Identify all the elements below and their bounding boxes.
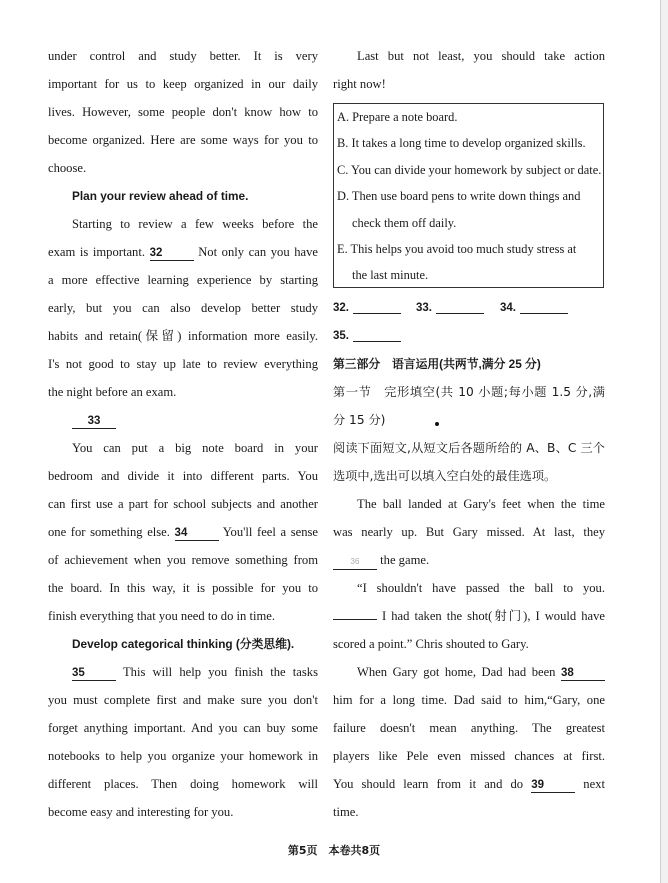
text-segment: was nearly up. But Gary missed. At last, they bbox=[333, 525, 605, 539]
text-line bbox=[333, 686, 605, 714]
fill-in-blank[interactable]: 38 bbox=[561, 666, 605, 681]
text-segment: different places. Then doing homework will bbox=[48, 777, 318, 791]
answer-label: 34. bbox=[500, 302, 516, 314]
text-line bbox=[48, 406, 318, 434]
answer-34 bbox=[500, 294, 568, 322]
option-line: check them off daily. bbox=[352, 215, 457, 230]
answer-label: 33. bbox=[416, 302, 432, 314]
stray-dot bbox=[435, 422, 439, 426]
option-line: B. It takes a long time to develop organized skills. bbox=[337, 136, 586, 151]
text-line bbox=[48, 658, 318, 686]
section-heading bbox=[48, 182, 318, 210]
text-segment: right now! bbox=[333, 77, 386, 91]
text-line bbox=[48, 210, 318, 238]
text-line bbox=[333, 350, 605, 378]
page-footer: 第5页 本卷共8页 bbox=[287, 844, 381, 857]
text-segment: next bbox=[575, 777, 605, 791]
text-segment: When Gary got home, Dad had been bbox=[357, 665, 561, 679]
text-segment: under control and study better. It is very bbox=[48, 49, 318, 63]
text-line bbox=[48, 322, 318, 350]
text-line bbox=[333, 42, 605, 70]
text-line bbox=[333, 490, 605, 518]
text-line bbox=[333, 406, 605, 434]
text-segment: Develop categorical thinking (分类思维). bbox=[72, 637, 295, 651]
text-segment: a more effective learning experience by starting bbox=[48, 273, 318, 287]
fill-in-blank[interactable]: 36 bbox=[333, 555, 377, 570]
answer-label: 35. bbox=[333, 330, 349, 342]
text-line bbox=[333, 518, 605, 546]
text-segment: 第一节 完形填空(共 10 小题;每小题 1.5 分,满 bbox=[333, 385, 605, 399]
text-line bbox=[48, 490, 318, 518]
text-segment: bedroom and divide it into different parts. You bbox=[48, 469, 318, 483]
text-segment: Last but not least, you should take action bbox=[357, 49, 605, 63]
text-segment: lives. However, some people don't know how to bbox=[48, 105, 318, 119]
text-segment: I had taken the shot(射门), I would have bbox=[377, 609, 605, 623]
fill-in-blank[interactable]: 32 bbox=[150, 246, 194, 261]
options-box bbox=[333, 103, 604, 288]
fill-in-blank[interactable]: 39 bbox=[531, 778, 575, 793]
text-line bbox=[48, 126, 318, 154]
text-line bbox=[48, 770, 318, 798]
text-line bbox=[333, 742, 605, 770]
text-segment: 第三部分 语言运用(共两节,满分 25 分) bbox=[333, 357, 541, 371]
text-line bbox=[48, 462, 318, 490]
text-line bbox=[48, 266, 318, 294]
text-line bbox=[333, 714, 605, 742]
text-line bbox=[333, 574, 605, 602]
fill-in-blank[interactable]: 33 bbox=[72, 414, 116, 429]
text-line bbox=[333, 602, 605, 630]
answer-blank[interactable] bbox=[520, 301, 568, 314]
answer-blank[interactable] bbox=[436, 301, 484, 314]
text-segment: 选项中,选出可以填入空白处的最佳选项。 bbox=[333, 469, 557, 483]
text-segment: I's not good to stay up late to review everything bbox=[48, 357, 318, 371]
text-segment: choose. bbox=[48, 161, 87, 175]
text-segment: forget anything important. And you can buy some bbox=[48, 721, 318, 735]
text-line bbox=[48, 798, 318, 826]
text-segment: failure doesn't mean anything. The greatest bbox=[333, 721, 605, 735]
text-segment: the board. In this way, it is possible for you to bbox=[48, 581, 318, 595]
text-line bbox=[48, 546, 318, 574]
option-line: E. This helps you avoid too much study stress at bbox=[337, 242, 577, 256]
text-segment: of achievement when you remove something from bbox=[48, 553, 318, 567]
text-line bbox=[48, 714, 318, 742]
text-line bbox=[48, 42, 318, 70]
text-segment: Plan your review ahead of time. bbox=[72, 189, 249, 203]
text-line bbox=[333, 798, 605, 826]
fill-in-blank[interactable]: 34 bbox=[175, 526, 219, 541]
text-segment: players like Pele even missed chances at first. bbox=[333, 749, 605, 763]
answer-blank[interactable] bbox=[353, 329, 401, 342]
text-segment: become easy and interesting for you. bbox=[48, 805, 234, 819]
text-segment: one for something else. bbox=[48, 525, 175, 539]
text-line bbox=[48, 434, 318, 462]
answer-32 bbox=[333, 294, 401, 322]
text-segment: 阅读下面短文,从短文后各题所给的 A、B、C 三个 bbox=[333, 441, 605, 455]
text-line bbox=[48, 70, 318, 98]
text-segment: habits and retain(保留) information more easily. bbox=[48, 329, 318, 343]
text-segment: Not only can you have bbox=[193, 245, 318, 259]
option-line: C. You can divide your homework by subject or date. bbox=[337, 162, 602, 177]
text-line bbox=[333, 462, 605, 490]
answer-35 bbox=[333, 322, 401, 350]
text-line bbox=[333, 630, 605, 658]
text-segment: 分 15 分) bbox=[333, 413, 386, 427]
option-line: A. Prepare a note board. bbox=[337, 110, 458, 124]
text-line bbox=[333, 378, 605, 406]
text-segment: become organized. Here are some ways for you to bbox=[48, 133, 318, 147]
text-line bbox=[333, 658, 605, 686]
text-segment: This will help you finish the tasks bbox=[116, 665, 318, 679]
text-segment: the game. bbox=[377, 553, 430, 567]
text-line bbox=[48, 238, 318, 266]
text-segment: can first use a part for school subjects and another bbox=[48, 497, 318, 511]
text-segment: scored a point.” Chris shouted to Gary. bbox=[333, 637, 529, 651]
text-line bbox=[48, 602, 318, 630]
option-line: D. Then use board pens to write down things and bbox=[337, 189, 581, 204]
text-line bbox=[48, 518, 318, 546]
text-line bbox=[333, 770, 605, 798]
text-segment: “I shouldn't have passed the ball to you. bbox=[357, 581, 605, 595]
text-segment: You should learn from it and do bbox=[333, 777, 532, 791]
text-line bbox=[48, 154, 318, 182]
fill-in-blank[interactable]: 35 bbox=[72, 666, 116, 681]
text-line bbox=[48, 350, 318, 378]
text-segment: time. bbox=[333, 805, 359, 819]
answer-blank[interactable] bbox=[353, 301, 401, 314]
text-line bbox=[48, 742, 318, 770]
option-line: the last minute. bbox=[352, 268, 429, 283]
text-line bbox=[48, 98, 318, 126]
text-line bbox=[48, 574, 318, 602]
text-line bbox=[48, 686, 318, 714]
text-segment: you must complete first and make sure you don't bbox=[48, 693, 318, 707]
text-segment: important for us to keep organized in our daily bbox=[48, 77, 318, 91]
text-segment: the night before an exam. bbox=[48, 385, 177, 399]
fill-in-blank[interactable] bbox=[333, 619, 377, 620]
answer-33 bbox=[416, 294, 484, 322]
text-line bbox=[48, 294, 318, 322]
section-heading bbox=[48, 630, 318, 658]
scrollbar-strip bbox=[660, 0, 668, 883]
text-segment: You can put a big note board in your bbox=[72, 441, 318, 455]
text-segment: You'll feel a sense bbox=[218, 525, 318, 539]
text-segment: early, but you can also develop better study bbox=[48, 301, 318, 315]
text-line bbox=[333, 546, 605, 574]
answer-label: 32. bbox=[333, 302, 349, 314]
text-segment: notebooks to help you organize your homework in bbox=[48, 749, 318, 763]
text-segment: him for a long time. Dad said to him,“Gary, one bbox=[333, 693, 605, 707]
text-line bbox=[48, 378, 318, 406]
text-segment: The ball landed at Gary's feet when the time bbox=[357, 497, 605, 511]
text-segment: exam is important. bbox=[48, 245, 150, 259]
text-line bbox=[333, 434, 605, 462]
text-segment: finish everything that you need to do in time. bbox=[48, 609, 275, 623]
text-segment: Starting to review a few weeks before the bbox=[72, 217, 318, 231]
text-line bbox=[333, 70, 605, 98]
